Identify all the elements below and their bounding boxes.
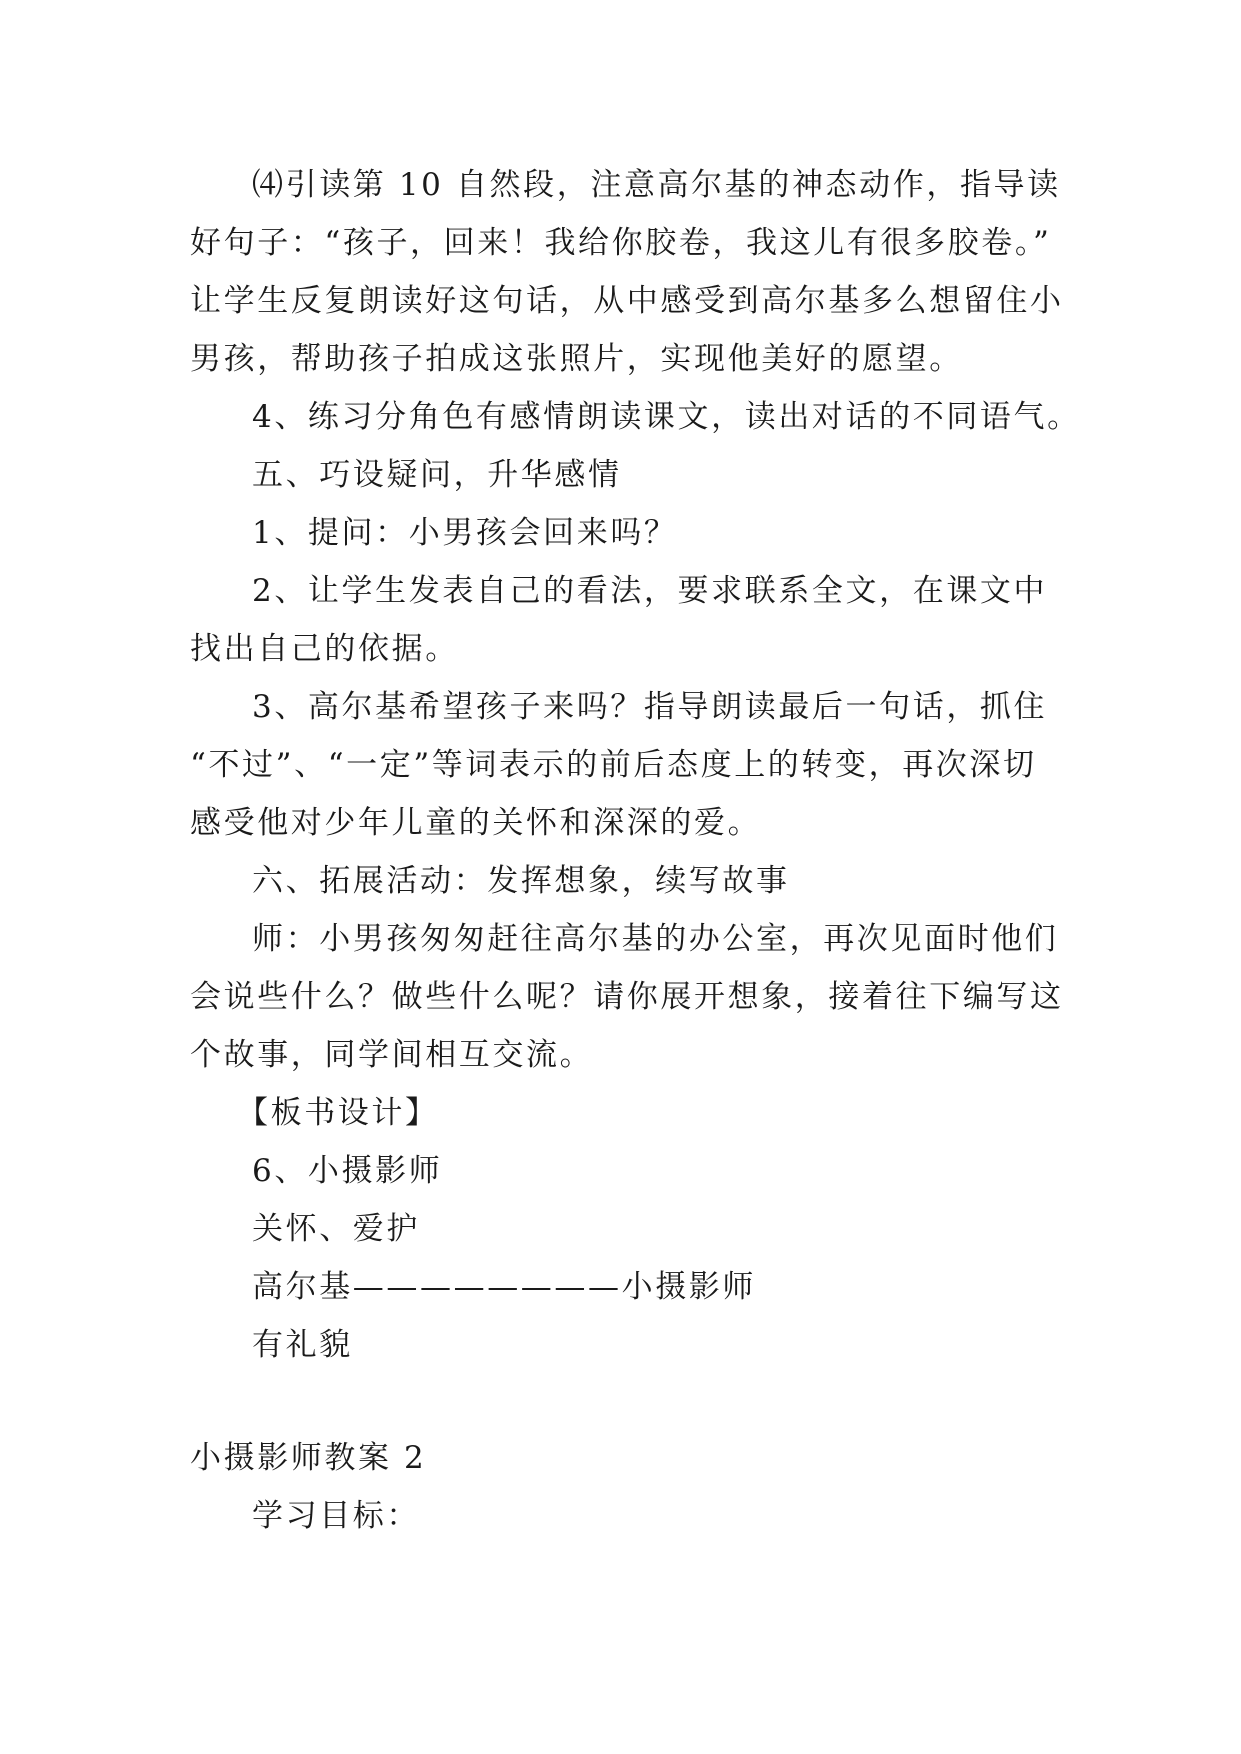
- paragraph-line: 找出自己的依据。: [190, 631, 459, 667]
- paragraph-line: “不过”、“一定”等词表示的前后态度上的转变，再次深切: [190, 747, 1037, 783]
- paragraph-line: 3、高尔基希望孩子来吗？指导朗读最后一句话，抓住: [252, 689, 1048, 725]
- paragraph-line: 个故事，同学间相互交流。: [190, 1037, 594, 1073]
- paragraph-line: 感受他对少年儿童的关怀和深深的爱。: [190, 805, 762, 841]
- board-line: 关怀、爱护: [252, 1211, 420, 1247]
- paragraph-line: 1、提问：小男孩会回来吗？: [252, 515, 678, 551]
- paragraph-line: 2、让学生发表自己的看法，要求联系全文，在课文中: [252, 573, 1048, 609]
- board-design-heading: 【板书设计】: [237, 1095, 439, 1131]
- paragraph-line: 师：小男孩匆匆赶往高尔基的办公室，再次见面时他们: [252, 921, 1059, 957]
- paragraph-line: 男孩，帮助孩子拍成这张照片，实现他美好的愿望。: [190, 341, 963, 377]
- board-line: 高尔基————————小摄影师: [252, 1269, 756, 1305]
- section-heading: 五、巧设疑问，升华感情: [252, 457, 622, 493]
- paragraph-line: 学习目标：: [252, 1498, 420, 1534]
- board-line: 有礼貌: [252, 1327, 353, 1363]
- paragraph-line: 让学生反复朗读好这句话，从中感受到高尔基多么想留住小: [190, 283, 1064, 319]
- paragraph-line: 好句子：“孩子，回来！我给你胶卷，我这儿有很多胶卷。”: [190, 225, 1052, 261]
- paragraph-line: 4、练习分角色有感情朗读课文，读出对话的不同语气。: [252, 399, 1081, 435]
- paragraph-line: 会说些什么？做些什么呢？请你展开想象，接着往下编写这: [190, 979, 1064, 1015]
- paragraph-line: ⑷引读第 10 自然段，注意高尔基的神态动作，指导读: [252, 167, 1061, 203]
- section-heading: 六、拓展活动：发挥想象，续写故事: [252, 863, 790, 899]
- board-line: 6、小摄影师: [252, 1153, 443, 1189]
- section-title: 小摄影师教案 2: [190, 1440, 427, 1476]
